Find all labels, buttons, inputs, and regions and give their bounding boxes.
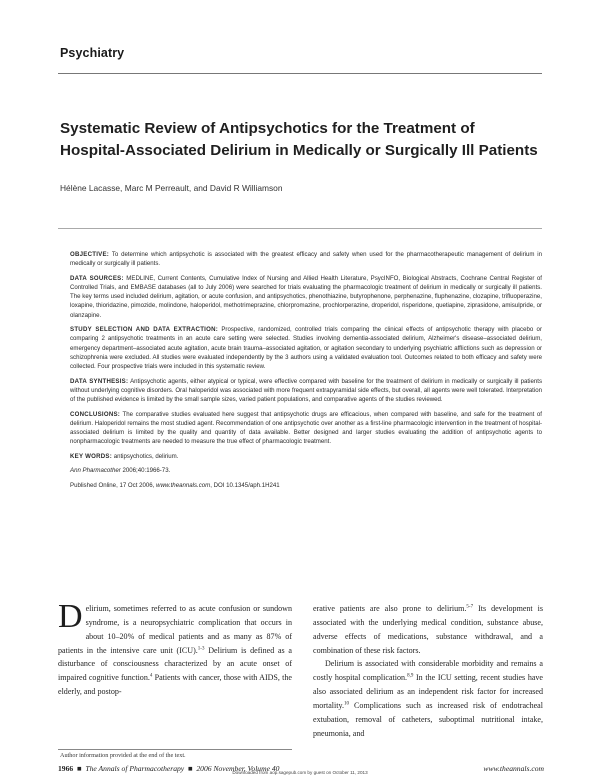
keywords-text: antipsychotics, delirium.: [113, 452, 179, 460]
published-doi: , DOI 10.1345/aph.1H241: [210, 482, 280, 489]
body-column-left: [58, 598, 292, 699]
ref-superscript: 1-3: [197, 645, 205, 651]
footnote: Author information provided at the end of the text.: [60, 752, 186, 759]
footer-website-link[interactable]: www.theannals.com: [483, 764, 544, 773]
p1-text-a: erative patients are also prone to delirium.: [313, 604, 467, 613]
journal-ref: 2006;40:1966-73.: [120, 467, 171, 475]
ref-superscript: 5-7: [466, 604, 474, 610]
published-url-link[interactable]: www.theannals.com: [156, 482, 211, 489]
body-column-right: [313, 602, 543, 740]
keywords-label: KEY WORDS:: [70, 452, 112, 460]
synthesis-label: DATA SYNTHESIS:: [70, 377, 129, 385]
intro-paragraph: [58, 598, 292, 699]
abstract-conclusions: [70, 410, 542, 447]
title-line-2: Hospital-Associated Delirium in Medically or Surgically Ill Patients: [60, 142, 538, 159]
p2-text-b: In the ICU setting, recent studies have also associated delirium as an independent risk factor for increased mortality.: [313, 673, 544, 710]
article-title: [60, 118, 550, 162]
p1-text-b: Its development is associated with the underlying medical condition, substance abuse, adverse effects of medications, substance withdrawal, and a combination of these risk factors.: [313, 604, 543, 655]
objective-text: To determine which antipsychotic is associated with the greatest efficacy and safety when used for the pharmacotherapeutic management of delirium in medically or surgically ill patients.: [70, 251, 542, 268]
abstract-selection: [70, 325, 542, 371]
footnote-rule: [58, 749, 292, 750]
authors: Hélène Lacasse, Marc M Perreault, and David R Williamson: [60, 183, 283, 193]
drop-cap: D: [58, 598, 83, 635]
page-number: 1966: [58, 764, 74, 773]
published-online: [70, 481, 542, 490]
conclusions-text: The comparative studies evaluated here suggest that antipsychotic drugs are efficacious, when compared with baseline, and safe for the treatment of delirium. Haloperidol remains the most studied agent. Recommendation of one antipsychotic over another as a first-line pharmacologic intervention in the treatment of hospital-associated delirium is limited by the quality and quantity of data available. Better designed and larger studies evaluating the addition of antipsychotic agents to nonpharmacologic treatments are needed to measure the true effect of pharmacologic treatment.: [70, 410, 542, 446]
abstract: [70, 250, 542, 496]
p2-text-a: Delirium is associated with considerable morbidity and remains a costly hospital complication.: [313, 659, 543, 683]
selection-label: STUDY SELECTION AND DATA EXTRACTION:: [70, 326, 219, 334]
intro-text-a: elirium, sometimes referred to as acute confusion or sundown syndrome, is a neuropsychiatric complication that occurs in about 10–20% of medical patients and as many as 87% of patients in the intensive care unit (ICU).: [58, 604, 292, 655]
citation: [70, 466, 542, 475]
published-prefix: Published Online, 17 Oct 2006,: [70, 482, 157, 489]
footer-bullet: ■: [187, 764, 193, 773]
abstract-synthesis: [70, 377, 542, 405]
abstract-keywords: [70, 452, 542, 461]
top-rule: [58, 73, 542, 74]
journal-name: The Annals of Pharmacotherapy: [85, 764, 185, 773]
intro-text-c: Patients with cancer, those with AIDS, the elderly, and postop-: [58, 673, 292, 697]
abstract-rule: [58, 228, 542, 229]
footer-bullet: ■: [76, 764, 82, 773]
conclusions-label: CONCLUSIONS:: [70, 410, 121, 418]
title-line-1: Systematic Review of Antipsychotics for the Treatment of: [60, 120, 475, 137]
objective-label: OBJECTIVE:: [70, 251, 110, 258]
abstract-sources: [70, 274, 542, 320]
ref-superscript: 4: [149, 673, 153, 679]
sources-text: MEDLINE, Current Contents, Cumulative Index of Nursing and Allied Health Literature, PsycINFO, Biological Abstracts, Cochrane Central Register of Controlled Trials, and EMBASE databases (all to July 2006) were searched for trials evaluating the pharmacologic treatment of delirium in medically or surgically ill patients. The key terms used included delirium, agitation, or acute confusion, and antipsychotics, phenothiazine, butyrophenone, perphenazine, fluphenazine, clozapine, trifluoperazine, loxapine, thioridazine, pimozide, molindone, haloperidol, methotrimeprazine, chlorpromazine, prochlorperazine, droperidol, risperidone, quetiapine, ziprasidone, amisulpride, or olanzapine.: [70, 274, 542, 319]
ref-superscript: 10: [344, 701, 349, 707]
abstract-objective: [70, 250, 542, 268]
ref-superscript: 8,9: [407, 673, 414, 679]
sources-label: DATA SOURCES:: [70, 274, 124, 282]
section-label: Psychiatry: [60, 46, 125, 60]
issue-info: 2006 November, Volume 40: [196, 764, 280, 773]
download-note: Downloaded from aop.sagepub.com by guest on October 11, 2013: [232, 770, 368, 775]
selection-text: Prospective, randomized, controlled trials comparing the clinical effects of antipsychotic therapy with placebo or comparing 2 antipsychotic treatments in an acute care setting were selected. Studies involving dementia-associated delirium, Alzheimer's disease–associated delirium, emergency department–associated acute agitation, acute brain trauma–associated agitation, or agitation secondary to underlying psychiatric afflictions such as depression or schizophrenia were excluded. All studies were evaluated independently by the 3 authors using a validated evaluation tool. Outcomes related to both efficacy and safety were collected. Four prospective trials were included in this systematic review.: [70, 326, 542, 371]
body-paragraph-2: [313, 657, 543, 740]
p2-text-c: Complications such as increased risk of endotracheal extubation, removal of catheters, suboptimal nutritional intake, pneumonia, and: [313, 700, 543, 738]
journal-abbrev: Ann Pharmacother: [70, 467, 121, 475]
intro-text-b: Delirium is defined as a disturbance of consciousness characterized by an acute onset of impaired cognitive function.: [58, 645, 292, 683]
body-paragraph-1: [313, 602, 543, 657]
synthesis-text: Antipsychotic agents, either atypical or typical, were effective compared with baseline for the treatment of delirium in medically or surgically ill patients without underlying cognitive disorders. Oral haloperidol was associated with more frequent extrapyramidal side effects, but overall, all agents were well tolerated. Interpretation of the published evidence is limited by the small sample sizes, varied patient populations, and comparative agents of the studies reviewed.: [70, 377, 542, 404]
